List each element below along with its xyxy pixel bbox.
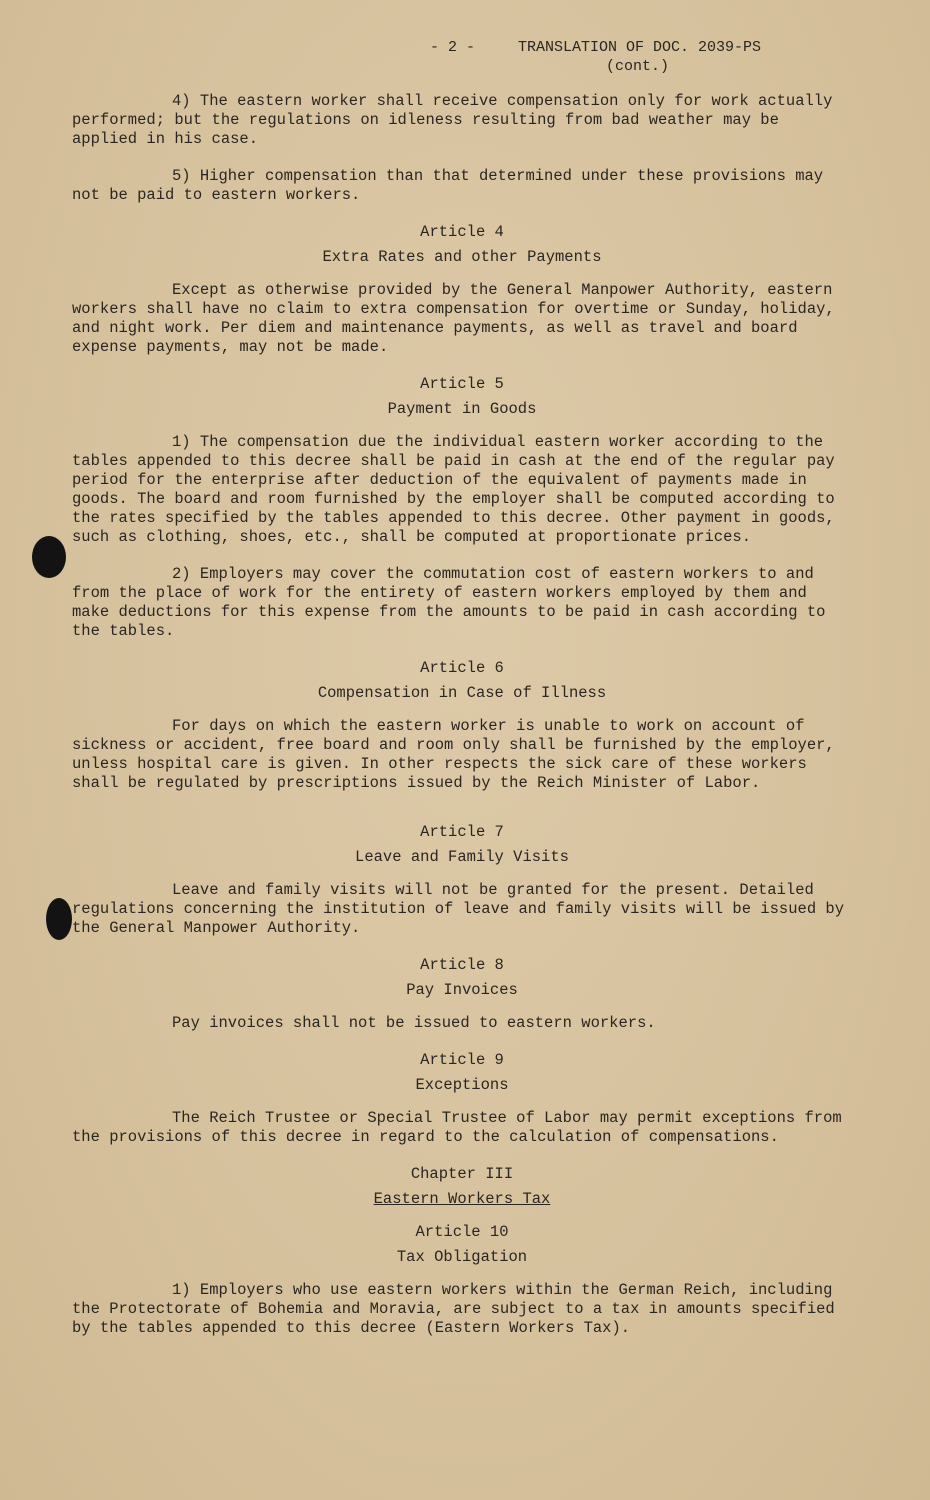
article-5-heading: Article 5 [420,375,504,393]
document-body [72,92,852,1338]
article-4-heading: Article 4 [420,223,504,241]
article-7-text: Leave and family visits will not be granted for the present. Detailed regulations concerning the institution of leave and family visits will be issued by the General Manpower Authority. [72,881,845,937]
article-5-paragraph-1: 1) The compensation due the individual eastern worker according to the tables appended to this decree shall be paid in cash at the end of the regular pay period for the enterprise after deduction of the equivalent of payments made in goods. The board and room furnished by the employer shall be computed according to the rates specified by the tables appended to this decree. Other payment in goods, such as clothing, shoes, etc., shall be computed at proportionate prices. [72,433,835,546]
article-10-paragraph-1: 1) Employers who use eastern workers within the German Reich, including the Protectorate of Bohemia and Moravia, are subject to a tax in amounts specified by the tables appended to this decree (Eastern Workers Tax). [72,1281,835,1337]
article-6-text: For days on which the eastern worker is unable to work on account of sickness or accident, free board and room only shall be furnished by the employer, unless hospital care is given. In other respects the sick care of these workers shall be regulated by prescriptions issued by the Reich Minister of Labor. [72,717,835,792]
article-10-subheading: Tax Obligation [396,1248,528,1266]
chapter-subheading: Eastern Workers Tax [373,1190,551,1208]
article-8-subheading: Pay Invoices [406,981,518,999]
article-10-heading: Article 10 [415,1223,509,1241]
paragraph-5: 5) Higher compensation than that determined under these provisions may not be paid to eastern workers. [72,167,824,204]
article-5-paragraph-2: 2) Employers may cover the commutation cost of eastern workers to and from the place of work for the entirety of eastern workers employed by them and make deductions for this expense from the amounts to be paid in cash according to the tables. [72,565,826,640]
article-8-text: Pay invoices shall not be issued to eastern workers. [172,1014,656,1032]
article-5-subheading: Payment in Goods [387,400,537,418]
article-9-subheading: Exceptions [415,1076,509,1094]
punch-hole-mark [32,536,66,578]
continued-label: (cont.) [606,58,670,75]
article-6-heading: Article 6 [420,659,504,677]
page-number: - 2 - [430,39,476,56]
chapter-subheading-wrap [72,1190,852,1209]
punch-hole-mark [46,898,72,940]
article-9-text: The Reich Trustee or Special Trustee of Labor may permit exceptions from the provisions of this decree in regard to the calculation of compensations. [72,1109,842,1146]
article-8-heading: Article 8 [420,956,504,974]
article-9-heading: Article 9 [420,1051,504,1069]
document-title: TRANSLATION OF DOC. 2039-PS [518,39,762,56]
article-7-subheading: Leave and Family Visits [355,848,569,866]
article-6-subheading: Compensation in Case of Illness [317,684,607,702]
chapter-heading: Chapter III [410,1165,514,1183]
page-header [430,38,850,76]
article-4-subheading: Extra Rates and other Payments [322,248,602,266]
article-7-heading: Article 7 [420,823,504,841]
paragraph-4: 4) The eastern worker shall receive compensation only for work actually performed; but the regulations on idleness resulting from bad weather may be applied in his case. [72,92,833,148]
article-4-text: Except as otherwise provided by the General Manpower Authority, eastern workers shall have no claim to extra compensation for overtime or Sunday, holiday, and night work. Per diem and maintenance payments, as well as travel and board expense payments, may not be made. [72,281,835,356]
